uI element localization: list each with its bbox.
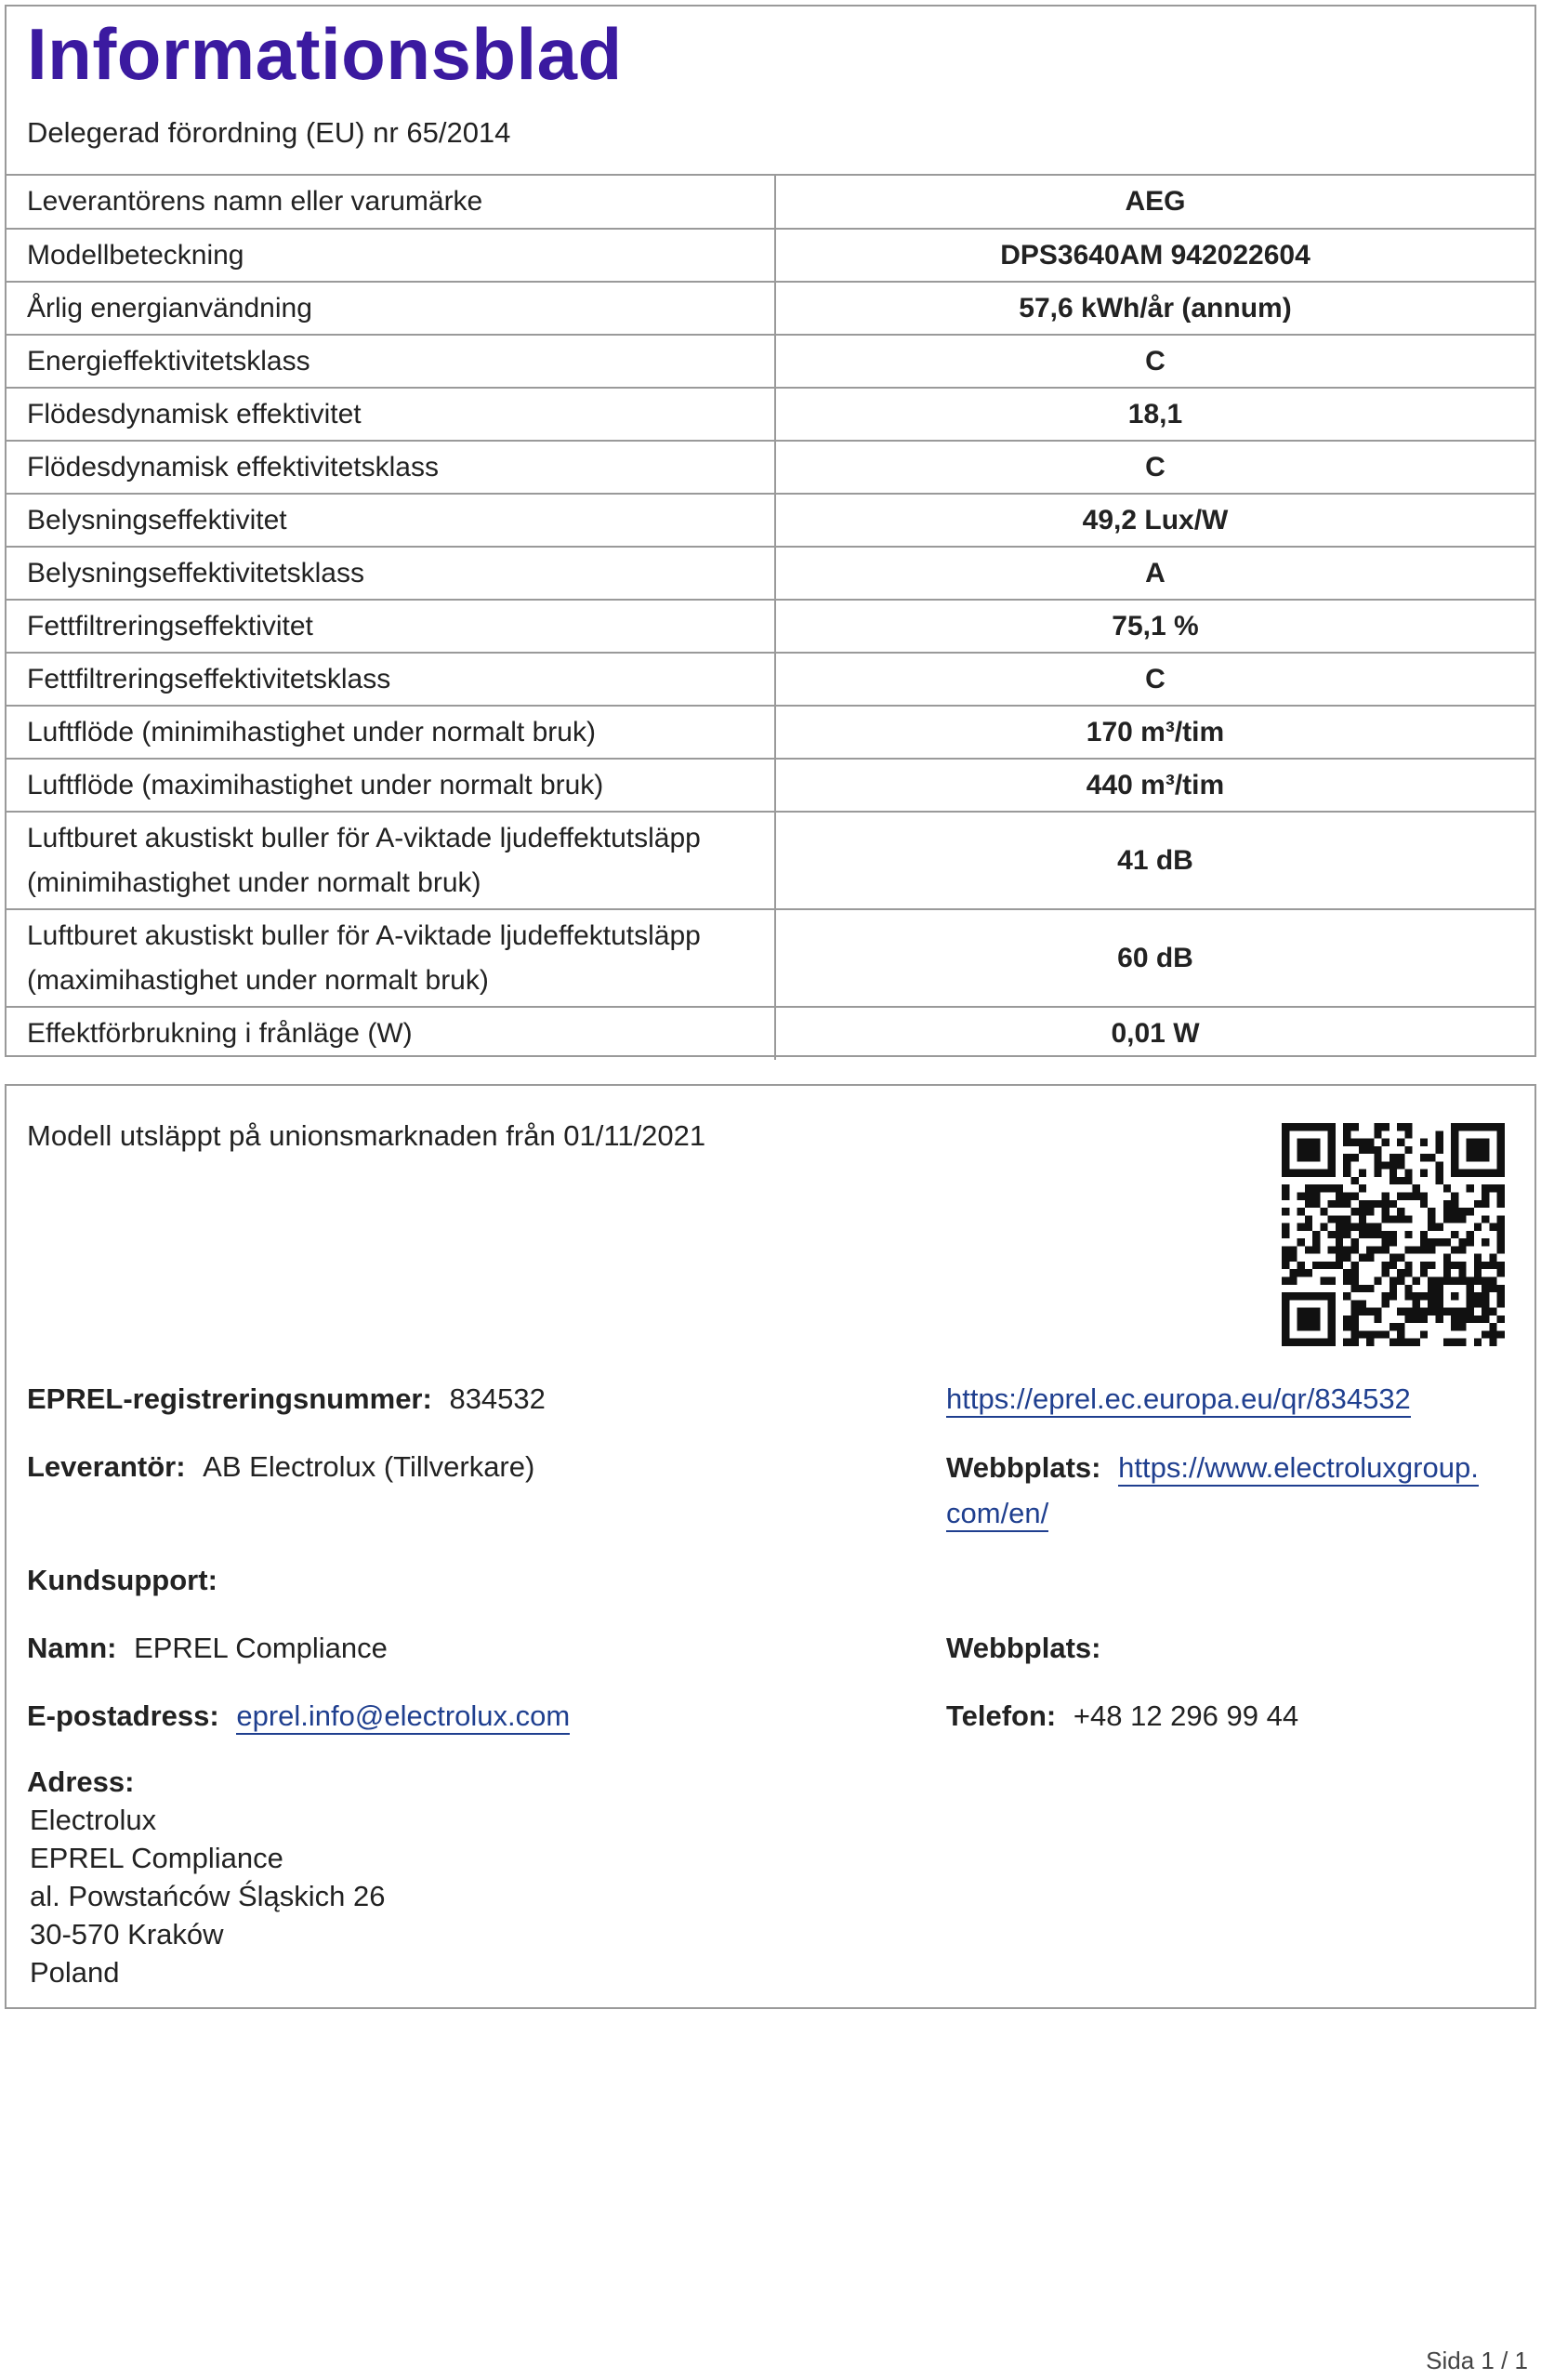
table-row bbox=[7, 759, 1534, 812]
phone-line bbox=[946, 1699, 1298, 1733]
row-value: 57,6 kWh/år (annum) bbox=[775, 282, 1534, 335]
row-label: Belysningseffektivitet bbox=[7, 494, 775, 547]
address-line: al. Powstańców Śląskich 26 bbox=[30, 1880, 386, 1912]
table-row bbox=[7, 812, 1534, 909]
row-label: Luftflöde (minimihastighet under normalt bruk) bbox=[7, 706, 775, 759]
row-value: A bbox=[775, 547, 1534, 600]
phone-value: +48 12 296 99 44 bbox=[1073, 1699, 1299, 1732]
market-release-text: Modell utsläppt på unionsmarknaden från 01/11/2021 bbox=[27, 1119, 706, 1152]
address-block bbox=[27, 1763, 386, 1991]
address-line: Electrolux bbox=[30, 1804, 157, 1836]
eprel-label: EPREL-registreringsnummer: bbox=[27, 1382, 432, 1415]
supplier-label: Leverantör: bbox=[27, 1450, 186, 1483]
name-line bbox=[27, 1632, 388, 1665]
supplier-value: AB Electrolux (Tillverkare) bbox=[203, 1450, 535, 1483]
table-row bbox=[7, 653, 1534, 706]
row-label: Fettfiltreringseffektivitetsklass bbox=[7, 653, 775, 706]
eprel-number: 834532 bbox=[449, 1382, 546, 1415]
eprel-link-line bbox=[946, 1382, 1411, 1416]
row-value: 18,1 bbox=[775, 388, 1534, 441]
row-label: Årlig energianvändning bbox=[7, 282, 775, 335]
address-line: Poland bbox=[30, 1956, 120, 1989]
table-row bbox=[7, 441, 1534, 494]
support-website-label: Webbplats: bbox=[946, 1632, 1101, 1664]
email-line bbox=[27, 1699, 570, 1733]
row-value: C bbox=[775, 653, 1534, 706]
row-value: 440 m³/tim bbox=[775, 759, 1534, 812]
row-label: Modellbeteckning bbox=[7, 229, 775, 282]
row-value: DPS3640AM 942022604 bbox=[775, 229, 1534, 282]
table-row bbox=[7, 706, 1534, 759]
page-number: Sida 1 / 1 bbox=[1426, 2347, 1528, 2374]
row-value: 170 m³/tim bbox=[775, 706, 1534, 759]
table-row bbox=[7, 176, 1534, 229]
row-value: 41 dB bbox=[775, 812, 1534, 909]
table-row bbox=[7, 1007, 1534, 1060]
address-line: EPREL Compliance bbox=[30, 1842, 283, 1874]
specification-table bbox=[7, 176, 1534, 1060]
row-value: 0,01 W bbox=[775, 1007, 1534, 1060]
information-sheet bbox=[5, 5, 1536, 1057]
website-link-part1[interactable]: https://www.electroluxgroup. bbox=[1118, 1451, 1479, 1487]
row-label: Flödesdynamisk effektivitet bbox=[7, 388, 775, 441]
row-label: Flödesdynamisk effektivitetsklass bbox=[7, 441, 775, 494]
page-title: Informationsblad bbox=[27, 13, 623, 95]
regulation-subtitle: Delegerad förordning (EU) nr 65/2014 bbox=[27, 116, 511, 149]
row-value: 75,1 % bbox=[775, 600, 1534, 653]
row-label: Effektförbrukning i frånläge (W) bbox=[27, 1018, 413, 1049]
customer-support-heading bbox=[27, 1564, 217, 1597]
table-row bbox=[7, 388, 1534, 441]
support-label: Kundsupport: bbox=[27, 1564, 217, 1596]
row-label: Belysningseffektivitetsklass bbox=[7, 547, 775, 600]
name-label: Namn: bbox=[27, 1632, 117, 1664]
row-label: Luftburet akustiskt buller för A-viktade ljudeffektutsläpp (maximihastighet under normalt bruk) bbox=[7, 909, 775, 1007]
row-label: Energieffektivitetsklass bbox=[7, 335, 775, 388]
table-row bbox=[7, 909, 1534, 1007]
address-line: 30-570 Kraków bbox=[30, 1918, 224, 1950]
supplier-info-panel bbox=[5, 1084, 1536, 2009]
row-value: C bbox=[775, 441, 1534, 494]
table-row bbox=[7, 547, 1534, 600]
row-label: Leverantörens namn eller varumärke bbox=[7, 176, 775, 229]
table-row bbox=[7, 282, 1534, 335]
eprel-number-line bbox=[27, 1382, 546, 1416]
row-label: Luftflöde (maximihastighet under normalt bruk) bbox=[7, 759, 775, 812]
row-label: Fettfiltreringseffektivitet bbox=[7, 600, 775, 653]
supplier-line bbox=[27, 1450, 534, 1484]
address-label: Adress: bbox=[27, 1765, 135, 1798]
qr-code-icon[interactable] bbox=[1282, 1123, 1505, 1346]
email-link[interactable]: eprel.info@electrolux.com bbox=[236, 1699, 570, 1735]
table-row bbox=[7, 229, 1534, 282]
row-value: AEG bbox=[775, 176, 1534, 229]
website-label: Webbplats: bbox=[946, 1451, 1101, 1484]
phone-label: Telefon: bbox=[946, 1699, 1057, 1732]
table-row bbox=[7, 494, 1534, 547]
name-value: EPREL Compliance bbox=[134, 1632, 388, 1664]
website-block bbox=[946, 1445, 1479, 1536]
row-value: C bbox=[775, 335, 1534, 388]
website-link-part2[interactable]: com/en/ bbox=[946, 1497, 1048, 1532]
email-label: E-postadress: bbox=[27, 1699, 219, 1732]
row-value: 60 dB bbox=[775, 909, 1534, 1007]
table-row bbox=[7, 600, 1534, 653]
table-row bbox=[7, 335, 1534, 388]
eprel-link[interactable]: https://eprel.ec.europa.eu/qr/834532 bbox=[946, 1382, 1411, 1418]
row-label: Luftburet akustiskt buller för A-viktade ljudeffektutsläpp (minimihastighet under normalt bruk) bbox=[7, 812, 775, 909]
row-value: 49,2 Lux/W bbox=[775, 494, 1534, 547]
support-website-line bbox=[946, 1632, 1101, 1665]
